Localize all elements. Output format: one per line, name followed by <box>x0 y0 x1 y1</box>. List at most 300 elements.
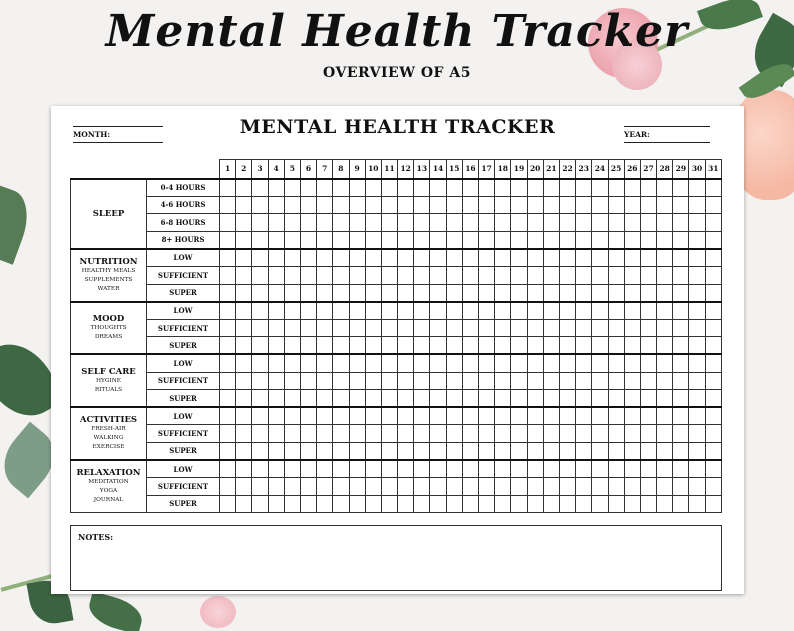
tracker-cell[interactable] <box>333 407 349 425</box>
tracker-cell[interactable] <box>284 425 300 443</box>
tracker-cell[interactable] <box>349 354 365 372</box>
tracker-cell[interactable] <box>398 266 414 284</box>
tracker-cell[interactable] <box>268 266 284 284</box>
tracker-cell[interactable] <box>414 495 430 513</box>
tracker-cell[interactable] <box>576 407 592 425</box>
tracker-cell[interactable] <box>300 425 316 443</box>
tracker-cell[interactable] <box>284 478 300 496</box>
tracker-cell[interactable] <box>592 319 608 337</box>
tracker-cell[interactable] <box>236 407 252 425</box>
tracker-cell[interactable] <box>430 179 446 197</box>
tracker-cell[interactable] <box>381 266 397 284</box>
tracker-cell[interactable] <box>284 372 300 390</box>
tracker-cell[interactable] <box>543 460 559 478</box>
tracker-cell[interactable] <box>559 425 575 443</box>
tracker-cell[interactable] <box>576 284 592 302</box>
tracker-cell[interactable] <box>317 266 333 284</box>
tracker-cell[interactable] <box>365 337 381 355</box>
tracker-cell[interactable] <box>414 179 430 197</box>
tracker-cell[interactable] <box>543 266 559 284</box>
tracker-cell[interactable] <box>608 302 624 320</box>
tracker-cell[interactable] <box>576 460 592 478</box>
tracker-cell[interactable] <box>446 407 462 425</box>
tracker-cell[interactable] <box>300 478 316 496</box>
tracker-cell[interactable] <box>624 179 640 197</box>
tracker-cell[interactable] <box>220 302 236 320</box>
tracker-cell[interactable] <box>252 231 268 249</box>
tracker-cell[interactable] <box>576 266 592 284</box>
tracker-cell[interactable] <box>608 214 624 232</box>
tracker-cell[interactable] <box>527 196 543 214</box>
tracker-cell[interactable] <box>349 495 365 513</box>
tracker-cell[interactable] <box>576 337 592 355</box>
tracker-cell[interactable] <box>576 249 592 267</box>
tracker-cell[interactable] <box>543 442 559 460</box>
month-field[interactable] <box>73 142 163 143</box>
tracker-cell[interactable] <box>495 319 511 337</box>
tracker-cell[interactable] <box>592 214 608 232</box>
tracker-cell[interactable] <box>220 231 236 249</box>
tracker-cell[interactable] <box>268 214 284 232</box>
tracker-cell[interactable] <box>657 231 673 249</box>
tracker-cell[interactable] <box>252 442 268 460</box>
tracker-cell[interactable] <box>624 425 640 443</box>
tracker-cell[interactable] <box>527 249 543 267</box>
tracker-cell[interactable] <box>592 407 608 425</box>
tracker-cell[interactable] <box>462 460 478 478</box>
tracker-cell[interactable] <box>462 231 478 249</box>
tracker-cell[interactable] <box>479 442 495 460</box>
tracker-cell[interactable] <box>268 372 284 390</box>
tracker-cell[interactable] <box>284 495 300 513</box>
tracker-cell[interactable] <box>236 179 252 197</box>
tracker-cell[interactable] <box>268 460 284 478</box>
tracker-cell[interactable] <box>576 179 592 197</box>
tracker-cell[interactable] <box>300 442 316 460</box>
tracker-cell[interactable] <box>220 319 236 337</box>
tracker-cell[interactable] <box>608 179 624 197</box>
tracker-cell[interactable] <box>317 179 333 197</box>
tracker-cell[interactable] <box>317 372 333 390</box>
tracker-cell[interactable] <box>624 407 640 425</box>
tracker-cell[interactable] <box>673 354 689 372</box>
tracker-cell[interactable] <box>608 495 624 513</box>
tracker-cell[interactable] <box>317 284 333 302</box>
tracker-cell[interactable] <box>657 196 673 214</box>
tracker-cell[interactable] <box>365 319 381 337</box>
tracker-cell[interactable] <box>365 460 381 478</box>
tracker-cell[interactable] <box>365 302 381 320</box>
tracker-cell[interactable] <box>624 302 640 320</box>
tracker-cell[interactable] <box>365 442 381 460</box>
tracker-cell[interactable] <box>462 266 478 284</box>
tracker-cell[interactable] <box>398 495 414 513</box>
tracker-cell[interactable] <box>430 214 446 232</box>
tracker-cell[interactable] <box>462 319 478 337</box>
tracker-cell[interactable] <box>559 478 575 496</box>
tracker-cell[interactable] <box>317 354 333 372</box>
tracker-cell[interactable] <box>689 495 705 513</box>
tracker-cell[interactable] <box>236 460 252 478</box>
tracker-cell[interactable] <box>657 390 673 408</box>
year-field[interactable] <box>624 142 710 143</box>
tracker-cell[interactable] <box>446 231 462 249</box>
tracker-cell[interactable] <box>365 196 381 214</box>
tracker-cell[interactable] <box>624 495 640 513</box>
tracker-cell[interactable] <box>673 390 689 408</box>
tracker-cell[interactable] <box>608 196 624 214</box>
tracker-cell[interactable] <box>689 442 705 460</box>
tracker-cell[interactable] <box>462 249 478 267</box>
tracker-cell[interactable] <box>495 372 511 390</box>
tracker-cell[interactable] <box>689 425 705 443</box>
tracker-cell[interactable] <box>268 425 284 443</box>
tracker-cell[interactable] <box>220 407 236 425</box>
tracker-cell[interactable] <box>236 196 252 214</box>
tracker-cell[interactable] <box>252 354 268 372</box>
tracker-cell[interactable] <box>559 179 575 197</box>
tracker-cell[interactable] <box>527 495 543 513</box>
tracker-cell[interactable] <box>300 319 316 337</box>
tracker-cell[interactable] <box>608 460 624 478</box>
tracker-cell[interactable] <box>398 302 414 320</box>
tracker-cell[interactable] <box>300 495 316 513</box>
tracker-cell[interactable] <box>333 425 349 443</box>
tracker-cell[interactable] <box>414 319 430 337</box>
tracker-cell[interactable] <box>479 214 495 232</box>
tracker-cell[interactable] <box>236 214 252 232</box>
tracker-cell[interactable] <box>657 284 673 302</box>
tracker-cell[interactable] <box>398 390 414 408</box>
tracker-cell[interactable] <box>349 302 365 320</box>
tracker-cell[interactable] <box>268 390 284 408</box>
tracker-cell[interactable] <box>527 372 543 390</box>
tracker-cell[interactable] <box>381 390 397 408</box>
tracker-cell[interactable] <box>511 337 527 355</box>
tracker-cell[interactable] <box>592 179 608 197</box>
tracker-cell[interactable] <box>479 196 495 214</box>
tracker-cell[interactable] <box>462 337 478 355</box>
tracker-cell[interactable] <box>608 425 624 443</box>
tracker-cell[interactable] <box>414 425 430 443</box>
tracker-cell[interactable] <box>624 354 640 372</box>
tracker-cell[interactable] <box>511 266 527 284</box>
tracker-cell[interactable] <box>300 372 316 390</box>
tracker-cell[interactable] <box>479 407 495 425</box>
tracker-cell[interactable] <box>462 214 478 232</box>
tracker-cell[interactable] <box>317 442 333 460</box>
tracker-cell[interactable] <box>300 249 316 267</box>
tracker-cell[interactable] <box>349 390 365 408</box>
tracker-cell[interactable] <box>640 407 656 425</box>
tracker-cell[interactable] <box>333 214 349 232</box>
tracker-cell[interactable] <box>689 249 705 267</box>
tracker-cell[interactable] <box>608 354 624 372</box>
tracker-cell[interactable] <box>300 231 316 249</box>
tracker-cell[interactable] <box>527 407 543 425</box>
tracker-cell[interactable] <box>479 319 495 337</box>
tracker-cell[interactable] <box>592 337 608 355</box>
tracker-cell[interactable] <box>268 196 284 214</box>
tracker-cell[interactable] <box>479 372 495 390</box>
tracker-cell[interactable] <box>446 337 462 355</box>
tracker-cell[interactable] <box>559 302 575 320</box>
tracker-cell[interactable] <box>381 478 397 496</box>
tracker-cell[interactable] <box>705 390 721 408</box>
tracker-cell[interactable] <box>624 196 640 214</box>
tracker-cell[interactable] <box>527 460 543 478</box>
tracker-cell[interactable] <box>220 425 236 443</box>
tracker-cell[interactable] <box>705 266 721 284</box>
tracker-cell[interactable] <box>236 354 252 372</box>
tracker-cell[interactable] <box>220 495 236 513</box>
tracker-cell[interactable] <box>495 390 511 408</box>
tracker-cell[interactable] <box>398 460 414 478</box>
tracker-cell[interactable] <box>398 319 414 337</box>
tracker-cell[interactable] <box>220 460 236 478</box>
tracker-cell[interactable] <box>511 372 527 390</box>
tracker-cell[interactable] <box>268 495 284 513</box>
tracker-cell[interactable] <box>479 231 495 249</box>
tracker-cell[interactable] <box>511 196 527 214</box>
tracker-cell[interactable] <box>333 460 349 478</box>
tracker-cell[interactable] <box>576 354 592 372</box>
tracker-cell[interactable] <box>511 249 527 267</box>
tracker-cell[interactable] <box>640 495 656 513</box>
tracker-cell[interactable] <box>446 284 462 302</box>
tracker-cell[interactable] <box>479 425 495 443</box>
tracker-cell[interactable] <box>640 319 656 337</box>
tracker-cell[interactable] <box>527 284 543 302</box>
tracker-cell[interactable] <box>673 284 689 302</box>
tracker-cell[interactable] <box>220 196 236 214</box>
tracker-cell[interactable] <box>398 407 414 425</box>
tracker-cell[interactable] <box>705 302 721 320</box>
tracker-cell[interactable] <box>317 495 333 513</box>
tracker-cell[interactable] <box>381 284 397 302</box>
tracker-cell[interactable] <box>236 390 252 408</box>
tracker-cell[interactable] <box>333 179 349 197</box>
tracker-cell[interactable] <box>333 231 349 249</box>
tracker-cell[interactable] <box>527 337 543 355</box>
tracker-cell[interactable] <box>640 372 656 390</box>
tracker-cell[interactable] <box>657 302 673 320</box>
tracker-cell[interactable] <box>252 302 268 320</box>
tracker-cell[interactable] <box>624 478 640 496</box>
tracker-cell[interactable] <box>446 495 462 513</box>
tracker-cell[interactable] <box>220 478 236 496</box>
tracker-cell[interactable] <box>511 319 527 337</box>
tracker-cell[interactable] <box>657 179 673 197</box>
tracker-cell[interactable] <box>430 302 446 320</box>
tracker-cell[interactable] <box>446 442 462 460</box>
tracker-cell[interactable] <box>365 214 381 232</box>
tracker-cell[interactable] <box>284 249 300 267</box>
tracker-cell[interactable] <box>673 214 689 232</box>
tracker-cell[interactable] <box>657 460 673 478</box>
tracker-cell[interactable] <box>608 372 624 390</box>
tracker-cell[interactable] <box>527 266 543 284</box>
tracker-cell[interactable] <box>495 425 511 443</box>
tracker-cell[interactable] <box>559 354 575 372</box>
tracker-cell[interactable] <box>317 231 333 249</box>
tracker-cell[interactable] <box>398 249 414 267</box>
tracker-cell[interactable] <box>333 372 349 390</box>
tracker-cell[interactable] <box>462 284 478 302</box>
tracker-cell[interactable] <box>446 196 462 214</box>
tracker-cell[interactable] <box>543 196 559 214</box>
tracker-cell[interactable] <box>300 179 316 197</box>
tracker-cell[interactable] <box>317 196 333 214</box>
tracker-cell[interactable] <box>673 460 689 478</box>
tracker-cell[interactable] <box>689 302 705 320</box>
tracker-cell[interactable] <box>543 284 559 302</box>
tracker-cell[interactable] <box>689 196 705 214</box>
tracker-cell[interactable] <box>284 442 300 460</box>
tracker-cell[interactable] <box>414 478 430 496</box>
tracker-cell[interactable] <box>268 179 284 197</box>
tracker-cell[interactable] <box>236 495 252 513</box>
tracker-cell[interactable] <box>640 249 656 267</box>
tracker-cell[interactable] <box>543 390 559 408</box>
tracker-cell[interactable] <box>381 319 397 337</box>
tracker-cell[interactable] <box>430 460 446 478</box>
tracker-cell[interactable] <box>333 478 349 496</box>
tracker-cell[interactable] <box>657 495 673 513</box>
tracker-cell[interactable] <box>657 478 673 496</box>
tracker-cell[interactable] <box>317 249 333 267</box>
tracker-cell[interactable] <box>381 337 397 355</box>
tracker-cell[interactable] <box>511 179 527 197</box>
tracker-cell[interactable] <box>446 425 462 443</box>
tracker-cell[interactable] <box>446 478 462 496</box>
tracker-cell[interactable] <box>414 407 430 425</box>
tracker-cell[interactable] <box>479 266 495 284</box>
tracker-cell[interactable] <box>495 478 511 496</box>
tracker-cell[interactable] <box>446 354 462 372</box>
tracker-cell[interactable] <box>398 372 414 390</box>
tracker-cell[interactable] <box>559 495 575 513</box>
tracker-cell[interactable] <box>705 196 721 214</box>
tracker-cell[interactable] <box>576 478 592 496</box>
tracker-cell[interactable] <box>220 442 236 460</box>
tracker-cell[interactable] <box>446 179 462 197</box>
tracker-cell[interactable] <box>511 495 527 513</box>
tracker-cell[interactable] <box>365 390 381 408</box>
tracker-cell[interactable] <box>349 337 365 355</box>
tracker-cell[interactable] <box>608 284 624 302</box>
tracker-cell[interactable] <box>333 354 349 372</box>
tracker-cell[interactable] <box>365 354 381 372</box>
tracker-cell[interactable] <box>414 460 430 478</box>
tracker-cell[interactable] <box>543 179 559 197</box>
notes-box[interactable] <box>70 525 722 591</box>
tracker-cell[interactable] <box>462 372 478 390</box>
tracker-cell[interactable] <box>592 231 608 249</box>
tracker-cell[interactable] <box>673 372 689 390</box>
tracker-cell[interactable] <box>495 442 511 460</box>
tracker-cell[interactable] <box>252 284 268 302</box>
tracker-cell[interactable] <box>543 214 559 232</box>
tracker-cell[interactable] <box>640 337 656 355</box>
tracker-cell[interactable] <box>673 179 689 197</box>
tracker-cell[interactable] <box>705 478 721 496</box>
tracker-cell[interactable] <box>495 284 511 302</box>
tracker-cell[interactable] <box>446 302 462 320</box>
tracker-cell[interactable] <box>252 214 268 232</box>
tracker-cell[interactable] <box>333 495 349 513</box>
tracker-cell[interactable] <box>511 284 527 302</box>
tracker-cell[interactable] <box>640 284 656 302</box>
tracker-cell[interactable] <box>430 407 446 425</box>
tracker-cell[interactable] <box>398 231 414 249</box>
tracker-cell[interactable] <box>220 249 236 267</box>
tracker-cell[interactable] <box>430 442 446 460</box>
tracker-cell[interactable] <box>414 249 430 267</box>
tracker-cell[interactable] <box>657 372 673 390</box>
tracker-cell[interactable] <box>559 196 575 214</box>
tracker-cell[interactable] <box>592 266 608 284</box>
tracker-cell[interactable] <box>284 354 300 372</box>
tracker-cell[interactable] <box>268 407 284 425</box>
tracker-cell[interactable] <box>446 390 462 408</box>
tracker-cell[interactable] <box>511 425 527 443</box>
tracker-cell[interactable] <box>349 284 365 302</box>
tracker-cell[interactable] <box>705 442 721 460</box>
tracker-cell[interactable] <box>624 214 640 232</box>
tracker-cell[interactable] <box>398 337 414 355</box>
tracker-cell[interactable] <box>624 337 640 355</box>
tracker-cell[interactable] <box>592 354 608 372</box>
tracker-cell[interactable] <box>317 337 333 355</box>
tracker-cell[interactable] <box>527 319 543 337</box>
tracker-cell[interactable] <box>689 337 705 355</box>
tracker-cell[interactable] <box>673 442 689 460</box>
tracker-cell[interactable] <box>640 354 656 372</box>
tracker-cell[interactable] <box>414 302 430 320</box>
tracker-cell[interactable] <box>381 231 397 249</box>
tracker-cell[interactable] <box>592 302 608 320</box>
tracker-cell[interactable] <box>333 319 349 337</box>
tracker-cell[interactable] <box>462 442 478 460</box>
tracker-cell[interactable] <box>365 407 381 425</box>
tracker-cell[interactable] <box>381 214 397 232</box>
tracker-cell[interactable] <box>333 284 349 302</box>
tracker-cell[interactable] <box>349 372 365 390</box>
tracker-cell[interactable] <box>268 442 284 460</box>
tracker-cell[interactable] <box>220 354 236 372</box>
tracker-cell[interactable] <box>543 495 559 513</box>
tracker-cell[interactable] <box>284 179 300 197</box>
tracker-cell[interactable] <box>381 442 397 460</box>
tracker-cell[interactable] <box>673 407 689 425</box>
tracker-cell[interactable] <box>511 214 527 232</box>
tracker-cell[interactable] <box>705 495 721 513</box>
tracker-cell[interactable] <box>446 460 462 478</box>
tracker-cell[interactable] <box>576 495 592 513</box>
tracker-cell[interactable] <box>430 196 446 214</box>
tracker-cell[interactable] <box>479 179 495 197</box>
tracker-cell[interactable] <box>317 425 333 443</box>
tracker-cell[interactable] <box>252 372 268 390</box>
tracker-cell[interactable] <box>300 337 316 355</box>
tracker-cell[interactable] <box>236 425 252 443</box>
tracker-cell[interactable] <box>300 214 316 232</box>
tracker-cell[interactable] <box>576 319 592 337</box>
tracker-cell[interactable] <box>527 390 543 408</box>
tracker-cell[interactable] <box>479 460 495 478</box>
tracker-cell[interactable] <box>624 231 640 249</box>
